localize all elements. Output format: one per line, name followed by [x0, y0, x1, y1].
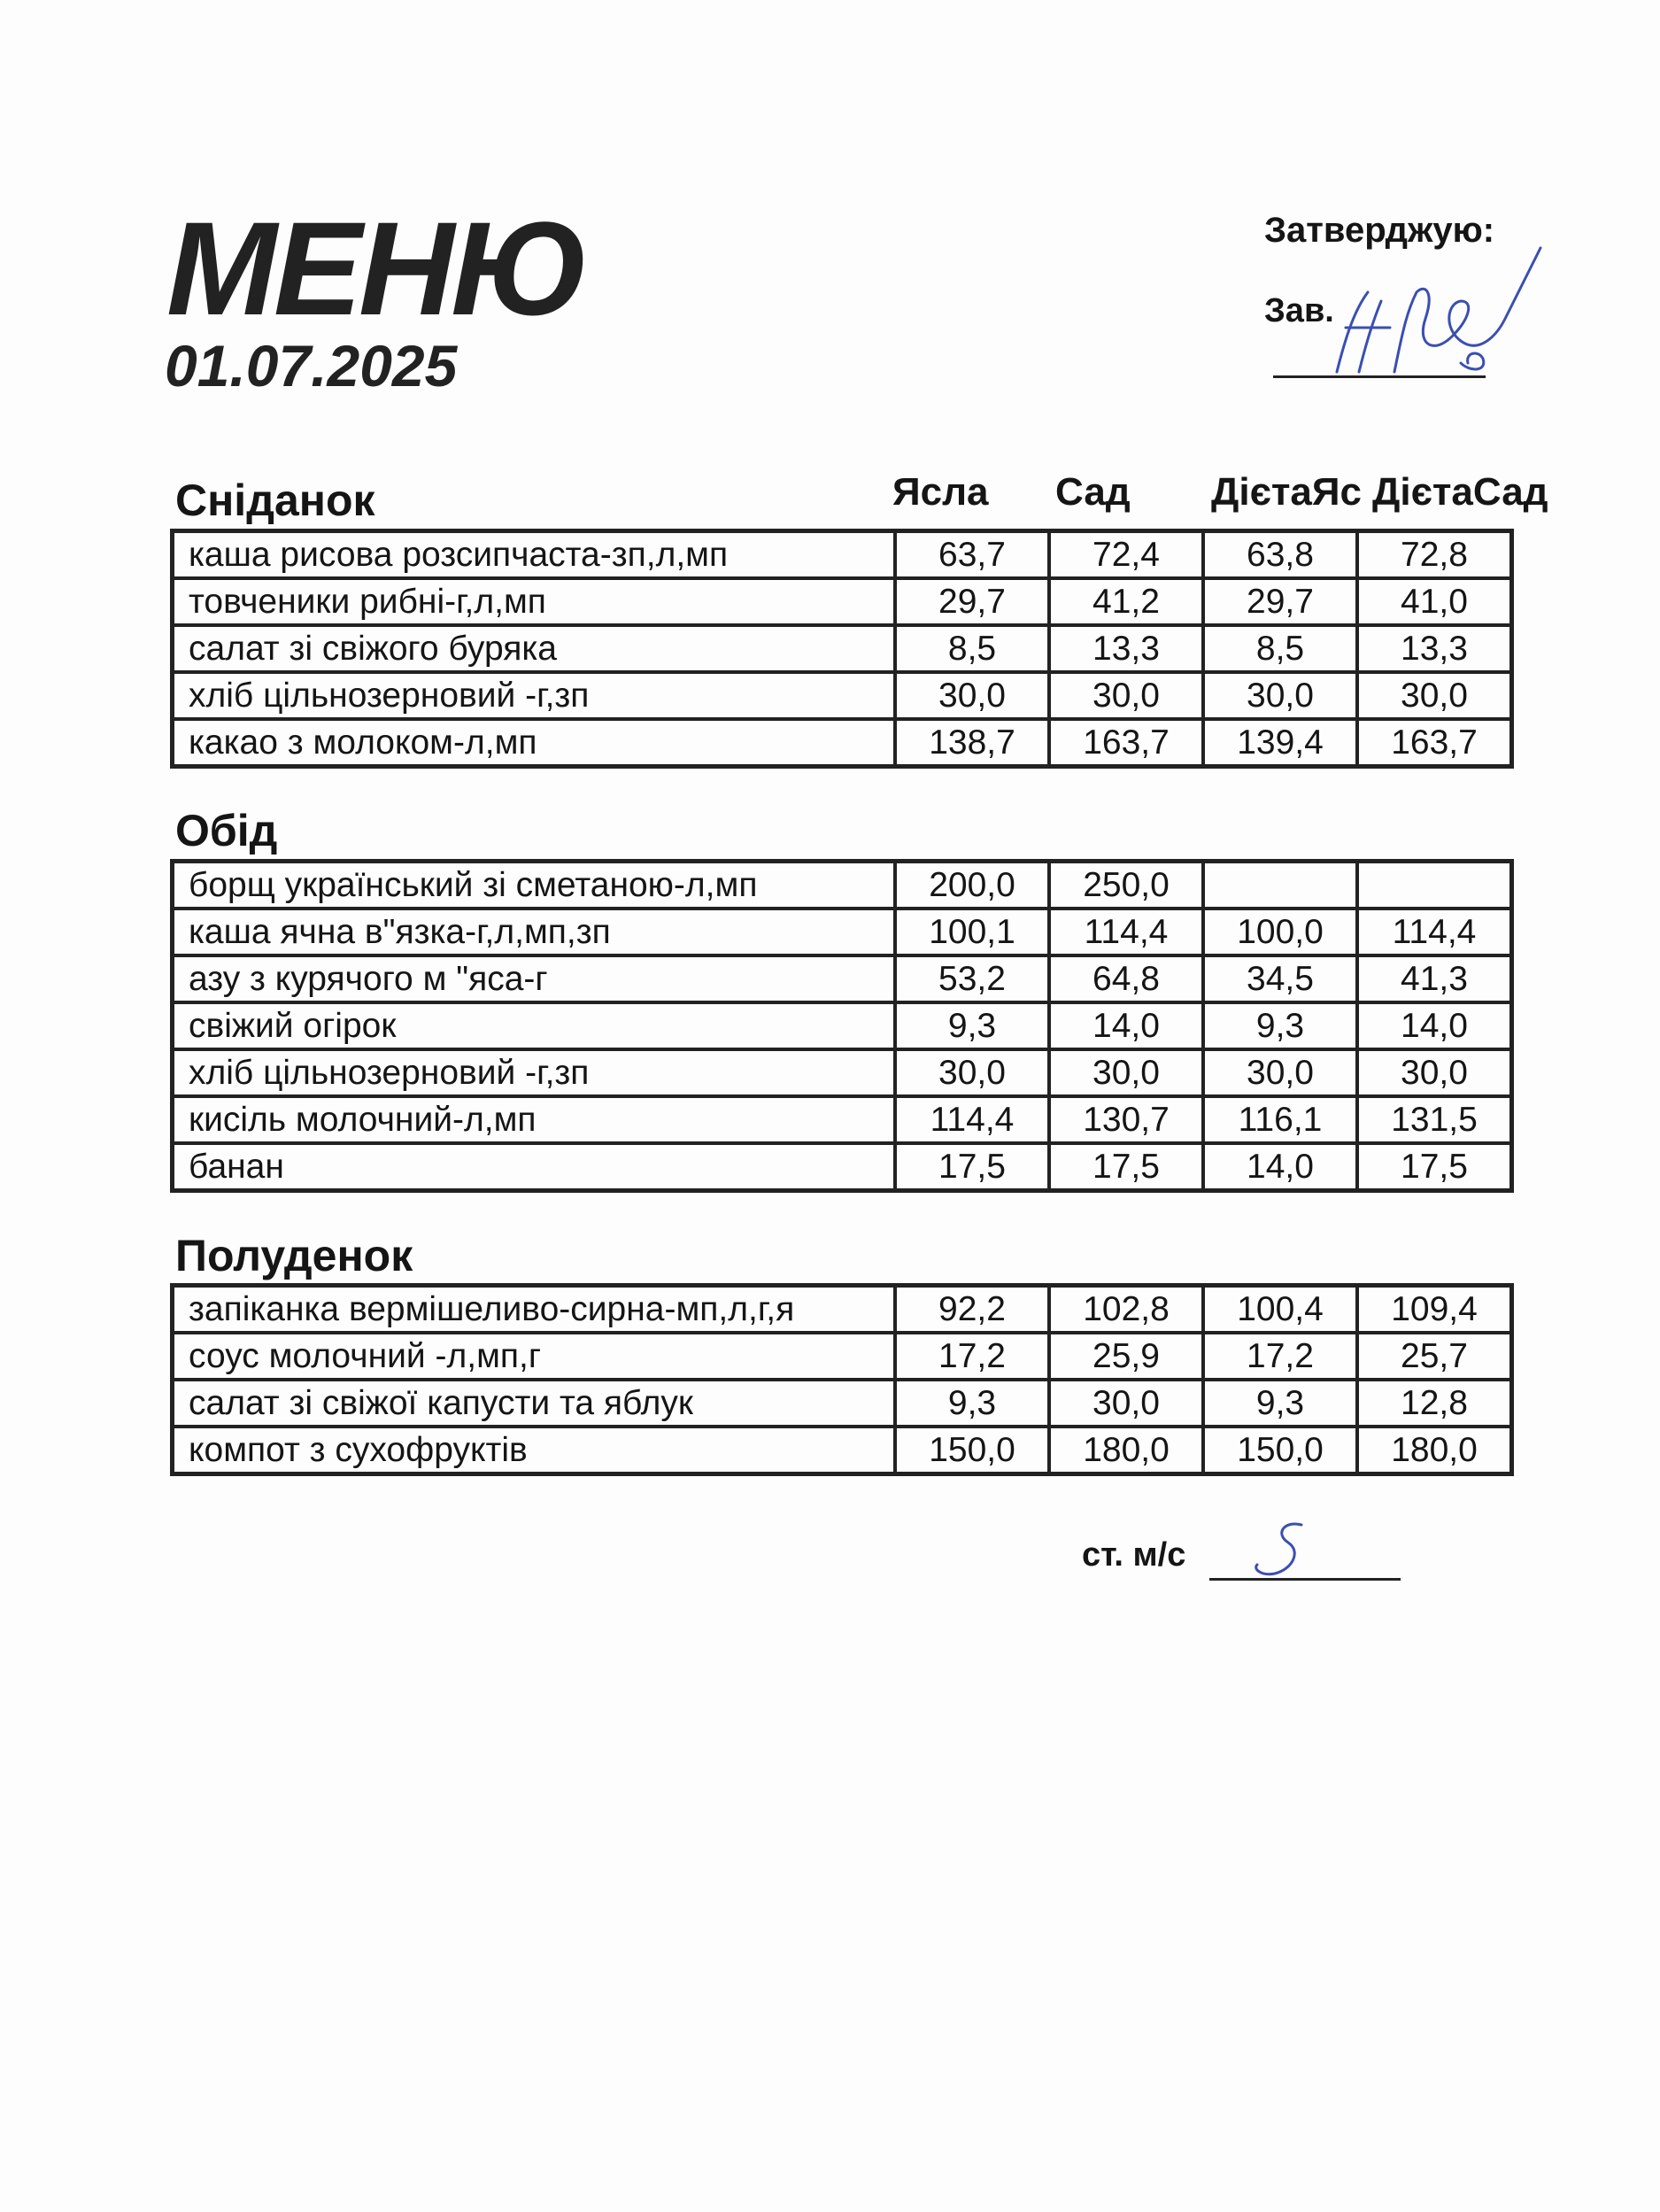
table-row: [173, 1002, 1511, 1049]
dish-name: какао з молоком-л,мп: [173, 719, 895, 766]
value-sad: 163,7: [1049, 719, 1203, 766]
value-dieta-yas: 34,5: [1203, 955, 1357, 1002]
col-head-yasla: Ясла: [892, 470, 989, 514]
table-row: [173, 719, 1511, 766]
table-row: [173, 625, 1511, 672]
dish-name: хліб цільнозерновий -г,зп: [173, 672, 895, 719]
lunch-table: [170, 859, 1514, 1193]
dish-name: кисіль молочний-л,мп: [173, 1096, 895, 1143]
value-sad: 130,7: [1049, 1096, 1203, 1143]
dish-name: борщ український зі сметаною-л,мп: [173, 862, 895, 909]
dish-name: азу з курячого м "яса-г: [173, 955, 895, 1002]
table-row: [173, 531, 1511, 578]
value-dieta-sad: 72,8: [1357, 531, 1511, 578]
value-yasla: 150,0: [895, 1427, 1049, 1473]
section-title-breakfast: Сніданок: [175, 476, 375, 525]
table-row: [173, 672, 1511, 719]
value-sad: 250,0: [1049, 862, 1203, 909]
afternoon-snack-table: [170, 1283, 1514, 1476]
value-yasla: 53,2: [895, 955, 1049, 1002]
value-sad: 180,0: [1049, 1427, 1203, 1473]
table-row: [173, 1049, 1511, 1096]
value-sad: 30,0: [1049, 672, 1203, 719]
value-yasla: 17,2: [895, 1333, 1049, 1380]
value-dieta-sad: 180,0: [1357, 1427, 1511, 1473]
dish-name: свіжий огірок: [173, 1002, 895, 1049]
value-yasla: 200,0: [895, 862, 1049, 909]
table-row: [173, 955, 1511, 1002]
table-row: [173, 1380, 1511, 1427]
value-sad: 14,0: [1049, 1002, 1203, 1049]
section-title-afternoon-snack: Полуденок: [175, 1231, 413, 1280]
value-dieta-yas: 30,0: [1203, 672, 1357, 719]
value-sad: 25,9: [1049, 1333, 1203, 1380]
dish-name: каша рисова розсипчаста-зп,л,мп: [173, 531, 895, 578]
breakfast-table: [170, 529, 1514, 769]
value-dieta-yas: 9,3: [1203, 1002, 1357, 1049]
value-yasla: 29,7: [895, 578, 1049, 625]
table-row: [173, 862, 1511, 909]
value-dieta-sad: [1357, 862, 1511, 909]
table-row: [173, 1143, 1511, 1190]
col-head-sad: Сад: [1055, 470, 1131, 514]
menu-date: 01.07.2025: [165, 333, 458, 398]
value-sad: 30,0: [1049, 1049, 1203, 1096]
director-signature: [1319, 239, 1567, 398]
value-sad: 30,0: [1049, 1380, 1203, 1427]
value-dieta-yas: 30,0: [1203, 1049, 1357, 1096]
col-head-dieta-sad: ДієтаСад: [1372, 470, 1548, 514]
value-dieta-yas: 29,7: [1203, 578, 1357, 625]
dish-name: соус молочний -л,мп,г: [173, 1333, 895, 1380]
value-dieta-sad: 25,7: [1357, 1333, 1511, 1380]
col-head-dieta-yas: ДієтаЯс: [1211, 470, 1362, 514]
zav-label: Зав.: [1264, 292, 1334, 329]
value-dieta-sad: 41,0: [1357, 578, 1511, 625]
table-row: [173, 578, 1511, 625]
value-yasla: 17,5: [895, 1143, 1049, 1190]
value-yasla: 9,3: [895, 1002, 1049, 1049]
table-row: [173, 1096, 1511, 1143]
value-dieta-yas: 139,4: [1203, 719, 1357, 766]
dish-name: хліб цільнозерновий -г,зп: [173, 1049, 895, 1096]
value-dieta-yas: 8,5: [1203, 625, 1357, 672]
table-row: [173, 909, 1511, 955]
dish-name: салат зі свіжого буряка: [173, 625, 895, 672]
value-dieta-sad: 13,3: [1357, 625, 1511, 672]
value-dieta-sad: 30,0: [1357, 672, 1511, 719]
senior-nurse-signature: [1239, 1516, 1328, 1587]
value-dieta-yas: [1203, 862, 1357, 909]
dish-name: компот з сухофруктів: [173, 1427, 895, 1473]
dish-name: каша ячна в"язка-г,л,мп,зп: [173, 909, 895, 955]
value-yasla: 8,5: [895, 625, 1049, 672]
value-dieta-yas: 150,0: [1203, 1427, 1357, 1473]
value-sad: 41,2: [1049, 578, 1203, 625]
table-row: [173, 1286, 1511, 1333]
senior-nurse-label: ст. м/с: [1082, 1536, 1186, 1574]
value-dieta-sad: 12,8: [1357, 1380, 1511, 1427]
value-dieta-yas: 17,2: [1203, 1333, 1357, 1380]
value-dieta-yas: 116,1: [1203, 1096, 1357, 1143]
value-sad: 114,4: [1049, 909, 1203, 955]
value-yasla: 100,1: [895, 909, 1049, 955]
value-sad: 102,8: [1049, 1286, 1203, 1333]
dish-name: салат зі свіжої капусти та яблук: [173, 1380, 895, 1427]
value-sad: 13,3: [1049, 625, 1203, 672]
value-dieta-yas: 63,8: [1203, 531, 1357, 578]
value-yasla: 138,7: [895, 719, 1049, 766]
value-dieta-yas: 100,0: [1203, 909, 1357, 955]
approve-label: Затверджую:: [1264, 211, 1495, 250]
section-title-lunch: Обід: [175, 806, 278, 855]
value-dieta-sad: 114,4: [1357, 909, 1511, 955]
table-row: [173, 1333, 1511, 1380]
table-row: [173, 1427, 1511, 1473]
value-yasla: 114,4: [895, 1096, 1049, 1143]
value-dieta-sad: 30,0: [1357, 1049, 1511, 1096]
value-dieta-yas: 9,3: [1203, 1380, 1357, 1427]
value-yasla: 30,0: [895, 672, 1049, 719]
value-sad: 72,4: [1049, 531, 1203, 578]
dish-name: товченики рибні-г,л,мп: [173, 578, 895, 625]
value-dieta-sad: 17,5: [1357, 1143, 1511, 1190]
value-yasla: 63,7: [895, 531, 1049, 578]
dish-name: запіканка вермішеливо-сирна-мп,л,г,я: [173, 1286, 895, 1333]
value-dieta-yas: 14,0: [1203, 1143, 1357, 1190]
value-dieta-sad: 14,0: [1357, 1002, 1511, 1049]
value-dieta-sad: 163,7: [1357, 719, 1511, 766]
menu-title: МЕНЮ: [166, 194, 586, 343]
value-dieta-sad: 109,4: [1357, 1286, 1511, 1333]
value-dieta-yas: 100,4: [1203, 1286, 1357, 1333]
value-sad: 17,5: [1049, 1143, 1203, 1190]
value-yasla: 30,0: [895, 1049, 1049, 1096]
value-dieta-sad: 131,5: [1357, 1096, 1511, 1143]
value-yasla: 92,2: [895, 1286, 1049, 1333]
value-dieta-sad: 41,3: [1357, 955, 1511, 1002]
dish-name: банан: [173, 1143, 895, 1190]
value-yasla: 9,3: [895, 1380, 1049, 1427]
value-sad: 64,8: [1049, 955, 1203, 1002]
